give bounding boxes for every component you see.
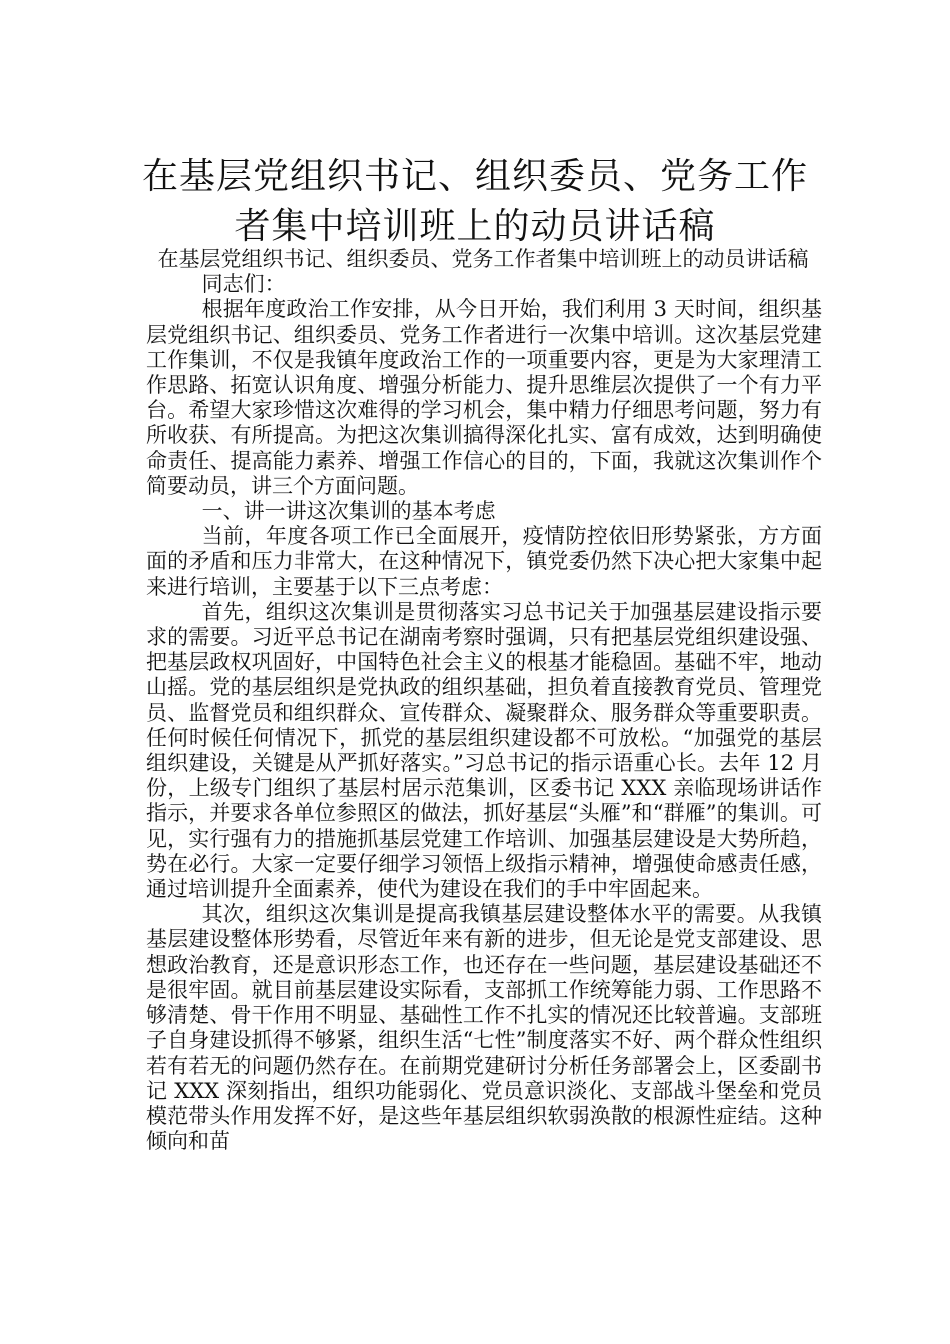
document-title — [140, 152, 810, 252]
salutation-paragraph: 同志们： — [201, 272, 286, 297]
document-body — [146, 247, 822, 1154]
first-consideration-paragraph: 首先，组织这次集训是贯彻落实习总书记关于加强基层建设指示要求的需要。习近平总书记在湖南考察时强调，只有把基层党组织建设强、把基层政权巩固好，中国特色社会主义的根基才能稳固。基础不牢，地动山摇。党的基层组织是党执政的组织基础，担负着直接教育党员、管理党员、监督党员和组织群众、宣传群众、凝聚群众、服务群众等重要职责。任何时候任何情况下，抓党的基层组织建设都不可放松。“加强党的基层组织建设，关键是从严抓好落实。”习总书记的指示语重心长。去年 12 月份，上级专门组织了基层村居示范集训，区委书记 XXX 亲临现场讲话作指示，并要求各单位参照区的做法，抓好基层“头雁”和“群雁”的集训。可见，实行强有力的措施抓基层党建工作培训、加强基层建设是大势所趋，势在必行。大家一定要仔细学习领悟上级指示精神，增强使命感责任感，通过培训提升全面素养，使代为建设在我们的手中牢固起来。 — [146, 599, 822, 902]
section-heading-1: 一、讲一讲这次集训的基本考虑 — [201, 499, 496, 524]
intro-paragraph: 根据年度政治工作安排，从今日开始，我们利用 3 天时间，组织基层党组织书记、组织委员、党务工作者进行一次集中培训。这次基层党建工作集训，不仅是我镇年度政治工作的一项重要内容，更是为大家理清工作思路、拓宽认识角度、增强分析能力、提升思维层次提供了一个有力平台。希望大家珍惜这次难得的学习机会，集中精力仔细思考问题，努力有所收获、有所提高。为把这次集训搞得深化扎实、富有成效，达到明确使命责任、提高能力素养、增强工作信心的目的，下面，我就这次集训作个简要动员，讲三个方面问题。 — [146, 297, 822, 498]
second-consideration-paragraph: 其次，组织这次集训是提高我镇基层建设整体水平的需要。从我镇基层建设整体形势看，尽管近年来有新的进步，但无论是党支部建设、思想政治教育，还是意识形态工作，也还存在一些问题，基层建设基础还不是很牢固。就目前基层建设实际看，支部抓工作统筹能力弱、工作思路不够清楚、骨干作用不明显、基础性工作不扎实的情况还比较普遍。支部班子自身建设抓得不够紧，组织生活“七性”制度落实不好、两个群众性组织若有若无的问题仍然存在。在前期党建研讨分析任务部署会上，区委副书记 XXX 深刻指出，组织功能弱化、党员意识淡化、支部战斗堡垒和党员模范带头作用发挥不好，是这些年基层组织软弱涣散的根源性症结。这种倾向和苗 — [146, 902, 822, 1154]
title-line-1: 在基层党组织书记、组织委员、党务工作 — [141, 156, 808, 198]
title-line-2: 者集中培训班上的动员讲话稿 — [234, 206, 716, 248]
repeated-title-paragraph: 在基层党组织书记、组织委员、党务工作者集中培训班上的动员讲话稿 — [157, 247, 809, 271]
context-paragraph: 当前，年度各项工作已全面展开，疫情防控依旧形势紧张，方方面面的矛盾和压力非常大，在这种情况下，镇党委仍然下决心把大家集中起来进行培训，主要基于以下三点考虑： — [146, 524, 822, 599]
